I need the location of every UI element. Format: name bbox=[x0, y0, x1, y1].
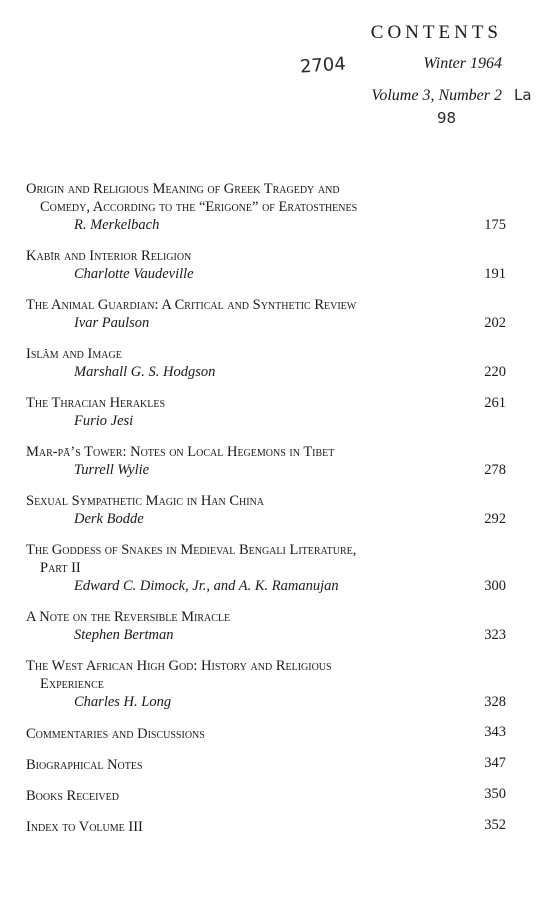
toc-entry[interactable] bbox=[26, 443, 506, 481]
entry-title: A Note on the Reversible Miracle bbox=[26, 609, 231, 625]
entry-author: Charles H. Long bbox=[74, 694, 172, 710]
entry-author: Marshall G. S. Hodgson bbox=[74, 364, 216, 380]
entry-author: Ivar Paulson bbox=[74, 315, 150, 331]
page-title: CONTENTS bbox=[370, 22, 502, 43]
toc-entry[interactable] bbox=[26, 608, 506, 646]
entry-page-number: 350 bbox=[484, 786, 506, 802]
entry-author: Turrell Wylie bbox=[74, 462, 150, 478]
entry-title: Sexual Sympathetic Magic in Han China bbox=[26, 493, 265, 509]
entry-page-number: 292 bbox=[484, 511, 506, 527]
toc-entry[interactable] bbox=[26, 786, 506, 806]
entry-title: Origin and Religious Meaning of Greek Tragedy and Comedy, According to the “Erigone” of Eratosthenes bbox=[26, 181, 358, 215]
entry-page-number: 328 bbox=[484, 694, 506, 710]
toc-entry[interactable] bbox=[26, 541, 506, 597]
entry-page-number: 278 bbox=[484, 462, 506, 478]
entry-author: Furio Jesi bbox=[74, 413, 134, 429]
toc-entry[interactable] bbox=[26, 345, 506, 383]
issue-label: Winter 1964 bbox=[423, 55, 502, 72]
entry-page-number: 191 bbox=[484, 266, 506, 282]
entry-title: Index to Volume III bbox=[26, 819, 143, 835]
toc-entry[interactable] bbox=[26, 657, 506, 713]
entry-page-number: 202 bbox=[484, 315, 506, 331]
entry-title: The West African High God: History and Religious Experience bbox=[26, 658, 332, 692]
entry-title: The Thracian Herakles 261 bbox=[26, 395, 506, 411]
toc-entry[interactable] bbox=[26, 755, 506, 775]
toc-entry[interactable] bbox=[26, 247, 506, 285]
entry-author: R. Merkelbach bbox=[74, 217, 160, 233]
toc-entry[interactable] bbox=[26, 394, 506, 432]
entry-page-number: 343 bbox=[484, 724, 506, 740]
entry-title: Kabīr and Interior Religion bbox=[26, 248, 192, 264]
toc-entry[interactable] bbox=[26, 180, 506, 236]
entry-title: Mar-pā’s Tower: Notes on Local Hegemons in Tibet bbox=[26, 444, 335, 460]
entry-title: Commentaries and Discussions bbox=[26, 726, 205, 742]
handwritten-note-margin: La bbox=[514, 86, 532, 104]
entry-title: The Animal Guardian: A Critical and Synthetic Review bbox=[26, 297, 357, 313]
entry-page-number: 352 bbox=[484, 817, 506, 833]
entry-title: Books Received bbox=[26, 788, 119, 804]
volume-label: Volume 3, Number 2 bbox=[371, 87, 502, 104]
entry-author: Derk Bodde bbox=[74, 511, 144, 527]
entry-page-number: 261 bbox=[484, 395, 506, 411]
handwritten-note-number: 2704 bbox=[299, 53, 347, 78]
toc-entry[interactable] bbox=[26, 296, 506, 334]
entry-page-number: 347 bbox=[484, 755, 506, 771]
entry-title: Islâm and Image bbox=[26, 346, 122, 362]
table-of-contents bbox=[26, 180, 506, 848]
entry-page-number: 220 bbox=[484, 364, 506, 380]
entry-page-number: 323 bbox=[484, 627, 506, 643]
toc-entry[interactable] bbox=[26, 817, 506, 837]
entry-page-number: 300 bbox=[484, 578, 506, 594]
toc-entry[interactable] bbox=[26, 724, 506, 744]
entry-title: The Goddess of Snakes in Medieval Bengali Literature, Part II bbox=[26, 542, 357, 576]
entry-author: Stephen Bertman bbox=[74, 627, 174, 643]
handwritten-note-small: 98 bbox=[437, 109, 457, 127]
entry-page-number: 175 bbox=[484, 217, 506, 233]
entry-title: Biographical Notes bbox=[26, 757, 143, 773]
entry-author: Edward C. Dimock, Jr., and A. K. Ramanujan bbox=[74, 578, 339, 594]
toc-entry[interactable] bbox=[26, 492, 506, 530]
entry-author: Charlotte Vaudeville bbox=[74, 266, 194, 282]
